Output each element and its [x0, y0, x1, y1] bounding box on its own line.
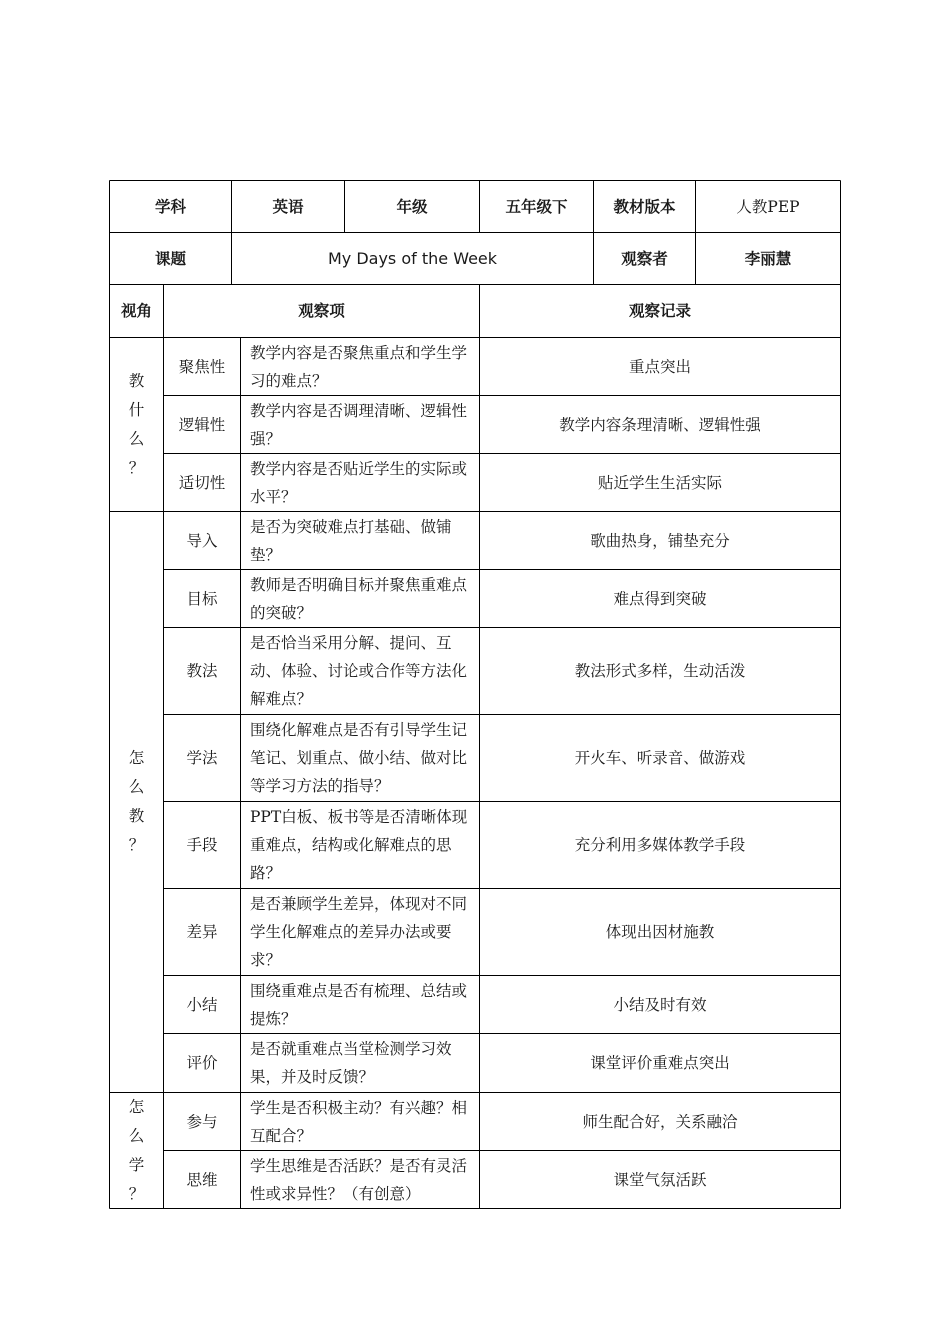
aspect-cell: 评价 [186, 1054, 218, 1072]
section-char: 怎 [128, 749, 145, 767]
observer-label: 观察者 [621, 249, 668, 268]
record-cell: 难点得到突破 [613, 589, 707, 608]
section-char: ？ [128, 1184, 145, 1203]
criterion-cell: 是否兼顾学生差异，体现对不同学生化解难点的差异办法或要求？ [250, 895, 468, 969]
aspect-cell: 适切性 [178, 473, 226, 492]
record-cell: 贴近学生生活实际 [597, 473, 722, 492]
section-char: 学 [128, 1155, 145, 1174]
criterion-cell: PPT白板、板书等是否清晰体现重难点，结构或化解难点的思路？ [250, 808, 468, 882]
item-header: 观察项 [298, 302, 345, 320]
record-cell: 歌曲热身，铺垫充分 [590, 531, 730, 550]
section-char: 怎 [128, 1097, 145, 1116]
section-label-how-to-teach [110, 512, 163, 1092]
criterion-cell: 教学内容是否调理清晰、逻辑性强？ [250, 401, 468, 448]
record-cell: 课堂气氛活跃 [613, 1170, 707, 1189]
section-char: 么 [128, 1126, 145, 1145]
criterion-cell: 教学内容是否贴近学生的实际或水平？ [250, 459, 468, 506]
section-char: 么 [128, 778, 145, 796]
record-header: 观察记录 [628, 302, 691, 320]
observer-value: 李丽慧 [744, 249, 792, 268]
aspect-cell: 逻辑性 [178, 415, 226, 434]
record-cell: 开火车、听录音、做游戏 [574, 749, 746, 767]
grade-label: 年级 [396, 197, 428, 216]
aspect-cell: 学法 [186, 749, 218, 767]
aspect-cell: 手段 [186, 836, 218, 854]
topic-value: My Days of the Week [327, 248, 498, 268]
grade-value: 五年级下 [505, 197, 568, 216]
section-char: 教 [128, 807, 145, 825]
aspect-cell: 差异 [186, 923, 218, 941]
section-char: 什 [128, 400, 145, 419]
criterion-cell: 是否恰当采用分解、提问、互动、体验、讨论或合作等方法化解难点？ [250, 634, 468, 708]
record-cell: 小结及时有效 [613, 995, 707, 1014]
aspect-cell: 导入 [186, 531, 218, 550]
aspect-cell: 思维 [186, 1170, 218, 1189]
section-char: ？ [128, 458, 145, 477]
section-label-how-to-learn [110, 1093, 163, 1208]
textbook-label: 教材版本 [613, 197, 676, 216]
textbook-value: 人教PEP [736, 197, 800, 216]
section-char: 么 [128, 429, 145, 448]
criterion-cell: 学生思维是否活跃？是否有灵活性或求异性？（有创意） [250, 1156, 468, 1203]
section-char: ？ [128, 836, 145, 854]
section-label-what-to-teach [110, 338, 163, 511]
criterion-cell: 围绕重难点是否有梳理、总结或提炼？ [250, 981, 468, 1028]
topic-label: 课题 [154, 249, 186, 268]
record-cell: 体现出因材施教 [605, 923, 715, 941]
perspective-header: 视角 [120, 302, 152, 320]
aspect-cell: 聚焦性 [178, 357, 226, 376]
record-cell: 充分利用多媒体教学手段 [574, 836, 746, 854]
criterion-cell: 教学内容是否聚焦重点和学生学习的难点？ [250, 343, 468, 390]
criterion-cell: 教师是否明确目标并聚焦重难点的突破？ [250, 575, 468, 622]
record-cell: 师生配合好，关系融洽 [582, 1112, 738, 1131]
subject-label: 学科 [154, 197, 186, 216]
aspect-cell: 小结 [186, 995, 218, 1014]
record-cell: 教学内容条理清晰、逻辑性强 [559, 415, 761, 434]
criterion-cell: 是否就重难点当堂检测学习效果，并及时反馈？ [250, 1040, 452, 1086]
criterion-cell: 学生是否积极主动？有兴趣？相互配合？ [250, 1098, 468, 1145]
aspect-cell: 教法 [186, 662, 218, 680]
record-cell: 课堂评价重难点突出 [590, 1054, 730, 1072]
subject-value: 英语 [272, 197, 304, 216]
criterion-cell: 围绕化解难点是否有引导学生记笔记、划重点、做小结、做对比等学习方法的指导？ [250, 721, 468, 795]
aspect-cell: 目标 [186, 589, 218, 608]
record-cell: 教法形式多样，生动活泼 [574, 662, 746, 680]
section-char: 教 [128, 371, 145, 390]
aspect-cell: 参与 [186, 1112, 218, 1131]
criterion-cell: 是否为突破难点打基础、做铺垫？ [250, 517, 452, 564]
record-cell: 重点突出 [628, 357, 691, 376]
